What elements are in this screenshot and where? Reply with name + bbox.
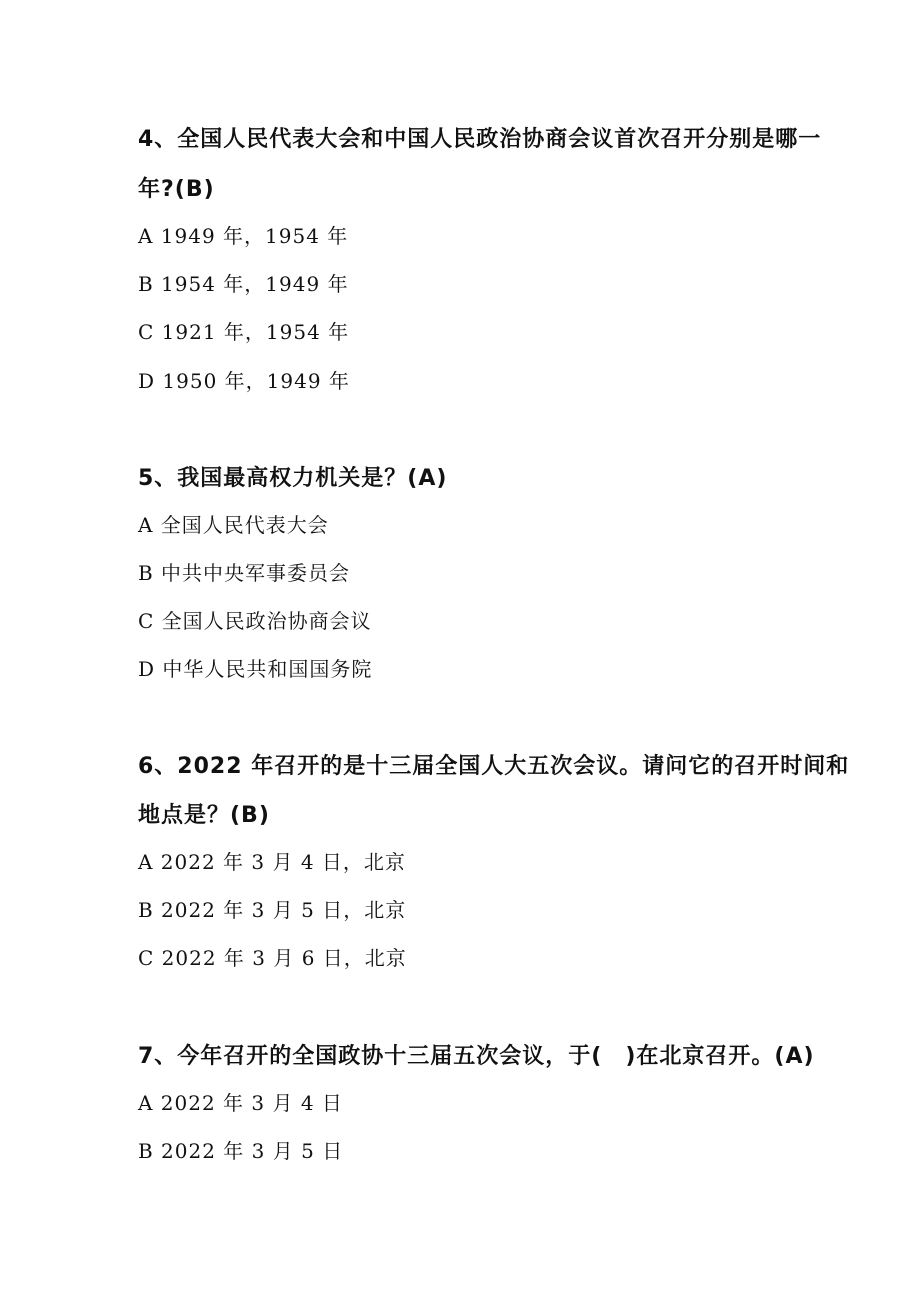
question-5-option-d: D 中华人民共和国国务院 bbox=[138, 657, 373, 681]
question-7-option-a: A 2022 年 3 月 4 日 bbox=[138, 1091, 343, 1115]
question-5-option-b: B 中共中央军事委员会 bbox=[138, 561, 351, 585]
question-6-title-line1: 6、2022 年召开的是十三届全国人大五次会议。请问它的召开时间和 bbox=[138, 754, 850, 779]
question-4-option-a: A 1949 年，1954 年 bbox=[138, 224, 349, 248]
question-7-title: 7、今年召开的全国政协十三届五次会议，于( )在北京召开。(A) bbox=[138, 1044, 815, 1069]
question-4-title-line2: 年?(B) bbox=[138, 177, 215, 202]
question-4-option-b: B 1954 年，1949 年 bbox=[138, 272, 349, 296]
question-5-title: 5、我国最高权力机关是？(A) bbox=[138, 466, 448, 491]
question-4-option-d: D 1950 年，1949 年 bbox=[138, 369, 350, 393]
question-7-option-b: B 2022 年 3 月 5 日 bbox=[138, 1139, 344, 1163]
question-4-option-c: C 1921 年，1954 年 bbox=[138, 320, 350, 344]
question-6-option-a: A 2022 年 3 月 4 日，北京 bbox=[138, 850, 406, 874]
question-6-option-c: C 2022 年 3 月 6 日，北京 bbox=[138, 946, 407, 970]
question-6-option-b: B 2022 年 3 月 5 日，北京 bbox=[138, 898, 407, 922]
question-5-option-c: C 全国人民政治协商会议 bbox=[138, 609, 372, 633]
question-6-title-line2: 地点是？(B) bbox=[138, 803, 270, 828]
question-5-option-a: A 全国人民代表大会 bbox=[138, 513, 329, 537]
question-4-title-line1: 4、全国人民代表大会和中国人民政治协商会议首次召开分别是哪一 bbox=[138, 127, 822, 152]
